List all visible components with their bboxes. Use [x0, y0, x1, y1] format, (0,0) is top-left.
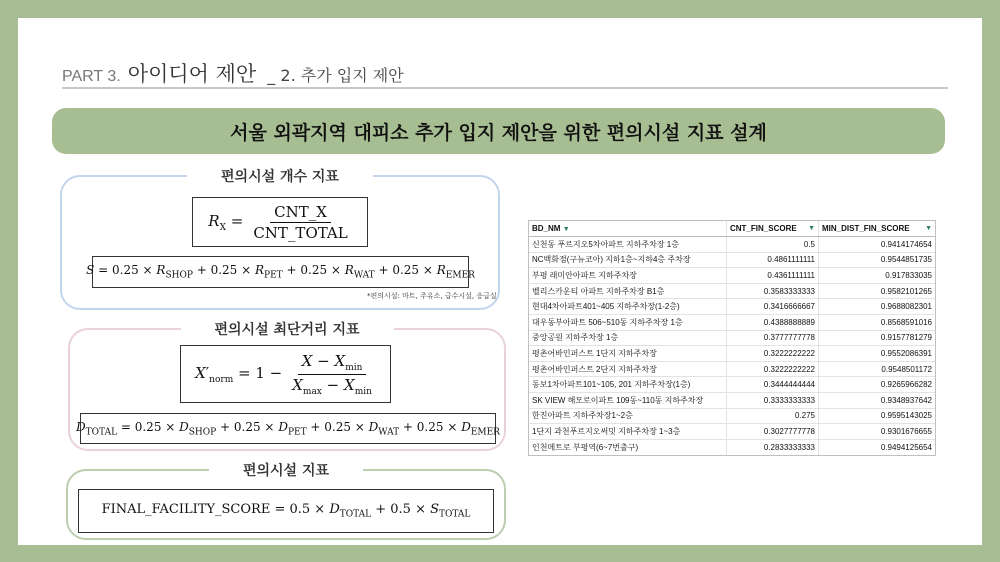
cell-cnt-fin-score[interactable]: 0.275	[726, 409, 818, 424]
cell-bd-nm[interactable]: NC백화점(구뉴코아) 지하1층~지하4층 주차장	[532, 255, 691, 265]
table-header-row	[529, 221, 935, 237]
cell-min-dist-fin-score[interactable]: 0.9494125654	[818, 440, 935, 456]
cell-bd-nm[interactable]: 한진아파트 지하주차장1~2층	[532, 411, 633, 421]
table-row[interactable]	[529, 331, 935, 347]
cell-bd-nm[interactable]: 동보1차아파트101~105, 201 지하주차장(1층)	[532, 380, 691, 390]
normalization-formula: $X'_{norm} = 1$ − $\frac{X - X_{min}}{X_{max} - X_{min}}$	[180, 345, 391, 403]
cell-min-dist-fin-score[interactable]: 0.9544851735	[818, 253, 935, 268]
page-subtitle: _ 2. 추가 입지 제안	[267, 66, 404, 85]
cell-min-dist-fin-score[interactable]: 0.9348937642	[818, 393, 935, 408]
cell-min-dist-fin-score[interactable]: 0.9552086391	[818, 346, 935, 361]
table-row[interactable]	[529, 393, 935, 409]
cell-cnt-fin-score[interactable]: 0.4388888889	[726, 315, 818, 330]
final-score-formula: FINAL_FACILITY_SCORE = $0.5 \times D_{TOTAL} + 0.5 \times S_{TOTAL}$	[78, 489, 494, 533]
cell-bd-nm[interactable]: 신천동 푸르지오5차아파트 지하주차장 1층	[532, 239, 679, 249]
cell-cnt-fin-score[interactable]: 0.3027777778	[726, 424, 818, 439]
table-row[interactable]	[529, 237, 935, 253]
final-index-panel	[66, 463, 506, 540]
count-panel-title: 편의시설 개수 지표	[187, 169, 373, 185]
cell-min-dist-fin-score[interactable]: 0.9688082301	[818, 299, 935, 314]
cell-bd-nm[interactable]: 벨리스카운티 아파트 지하주차장 B1층	[532, 286, 665, 296]
cell-bd-nm[interactable]: 현대4차아파트401~405 지하주차장(1-2층)	[532, 302, 680, 312]
cell-min-dist-fin-score[interactable]: 0.8568591016	[818, 315, 935, 330]
table-row[interactable]	[529, 362, 935, 378]
cell-bd-nm[interactable]: 1단지 과천푸르지오써밋 지하주차장 1~3층	[532, 426, 681, 436]
filter-icon[interactable]: ▼	[808, 225, 815, 232]
column-header-bd-nm[interactable]: BD_NM ▼	[532, 224, 570, 233]
table-row[interactable]	[529, 346, 935, 362]
table-row[interactable]	[529, 315, 935, 331]
distance-total-formula: $D_{TOTAL} = 0.25 \times D_{SHOP} + 0.25 \times D_{PET} + 0.25 \times D_{WAT} + 0.25 \times D_{EMER}$	[80, 413, 496, 444]
cell-cnt-fin-score[interactable]: 0.3222222222	[726, 362, 818, 377]
column-header-min-dist-fin-score[interactable]: MIN_DIST_FIN_SCORE ▼	[818, 221, 935, 236]
cell-cnt-fin-score[interactable]: 0.3333333333	[726, 393, 818, 408]
cell-cnt-fin-score[interactable]: 0.3777777778	[726, 331, 818, 346]
cell-cnt-fin-score[interactable]: 0.3222222222	[726, 346, 818, 361]
table-row[interactable]	[529, 253, 935, 269]
score-table	[528, 220, 936, 456]
table-row[interactable]	[529, 409, 935, 425]
facility-note: *편의시설: 마트, 주유소, 급수시설, 응급실	[367, 292, 497, 300]
cell-cnt-fin-score[interactable]: 0.3416666667	[726, 299, 818, 314]
page-header	[62, 58, 404, 88]
cell-cnt-fin-score[interactable]: 0.4861111111	[726, 253, 818, 268]
header-divider	[62, 87, 948, 89]
final-panel-title: 편의시설 지표	[209, 463, 363, 479]
shelter-score-formula: $S = 0.25 \times R_{SHOP} + 0.25 \times R_{PET} + 0.25 \times R_{WAT} + 0.25 \times R_{EMER}$	[92, 256, 469, 288]
cell-min-dist-fin-score[interactable]: 0.917833035	[818, 268, 935, 283]
distance-panel-title: 편의시설 최단거리 지표	[181, 322, 394, 338]
cell-min-dist-fin-score[interactable]: 0.9301676655	[818, 424, 935, 439]
table-body	[529, 237, 935, 455]
cell-min-dist-fin-score[interactable]: 0.9414174654	[818, 237, 935, 252]
cell-min-dist-fin-score[interactable]: 0.9548501172	[818, 362, 935, 377]
count-index-panel	[60, 169, 500, 310]
cell-min-dist-fin-score[interactable]: 0.9582101265	[818, 284, 935, 299]
cell-min-dist-fin-score[interactable]: 0.9595143025	[818, 409, 935, 424]
filter-icon[interactable]: ▼	[562, 226, 570, 233]
slide	[18, 18, 982, 545]
cell-bd-nm[interactable]: SK VIEW 해모로이파트 109동~110동 지하주차장	[532, 395, 704, 405]
cell-bd-nm[interactable]: 대우동부아파트 506~510동 지하주차장 1층	[532, 317, 683, 327]
column-header-cnt-fin-score[interactable]: CNT_FIN_SCORE ▼	[726, 221, 818, 236]
cell-cnt-fin-score[interactable]: 0.3583333333	[726, 284, 818, 299]
distance-index-panel	[68, 322, 506, 451]
cell-bd-nm[interactable]: 평촌어바인퍼스트 2단지 지하주차장	[532, 364, 657, 374]
ratio-formula: $R_X$ = $\frac{\text{CNT\_X}}{\text{CNT\_TOTAL}}$	[192, 197, 368, 247]
part-label: PART 3.	[62, 68, 121, 85]
cell-bd-nm[interactable]: 평촌어바인퍼스트 1단지 지하주차장	[532, 348, 657, 358]
cell-cnt-fin-score[interactable]: 0.3444444444	[726, 377, 818, 392]
cell-min-dist-fin-score[interactable]: 0.9265966282	[818, 377, 935, 392]
page-title: 아이디어 제안	[127, 62, 257, 86]
title-banner: 서울 외곽지역 대피소 추가 입지 제안을 위한 편의시설 지표 설계	[52, 108, 945, 154]
cell-bd-nm[interactable]: 인천메트로 부평역(6~7번출구)	[532, 443, 639, 453]
cell-min-dist-fin-score[interactable]: 0.9157781279	[818, 331, 935, 346]
table-row[interactable]	[529, 299, 935, 315]
table-row[interactable]	[529, 440, 935, 456]
cell-cnt-fin-score[interactable]: 0.2833333333	[726, 440, 818, 456]
cell-cnt-fin-score[interactable]: 0.5	[726, 237, 818, 252]
cell-bd-nm[interactable]: 중앙공원 지하주차장 1층	[532, 333, 619, 343]
table-row[interactable]	[529, 284, 935, 300]
cell-cnt-fin-score[interactable]: 0.4361111111	[726, 268, 818, 283]
table-row[interactable]	[529, 268, 935, 284]
cell-bd-nm[interactable]: 부평 래미안아파트 지하주차장	[532, 270, 637, 280]
table-row[interactable]	[529, 377, 935, 393]
filter-icon[interactable]: ▼	[925, 225, 932, 232]
table-row[interactable]	[529, 424, 935, 440]
